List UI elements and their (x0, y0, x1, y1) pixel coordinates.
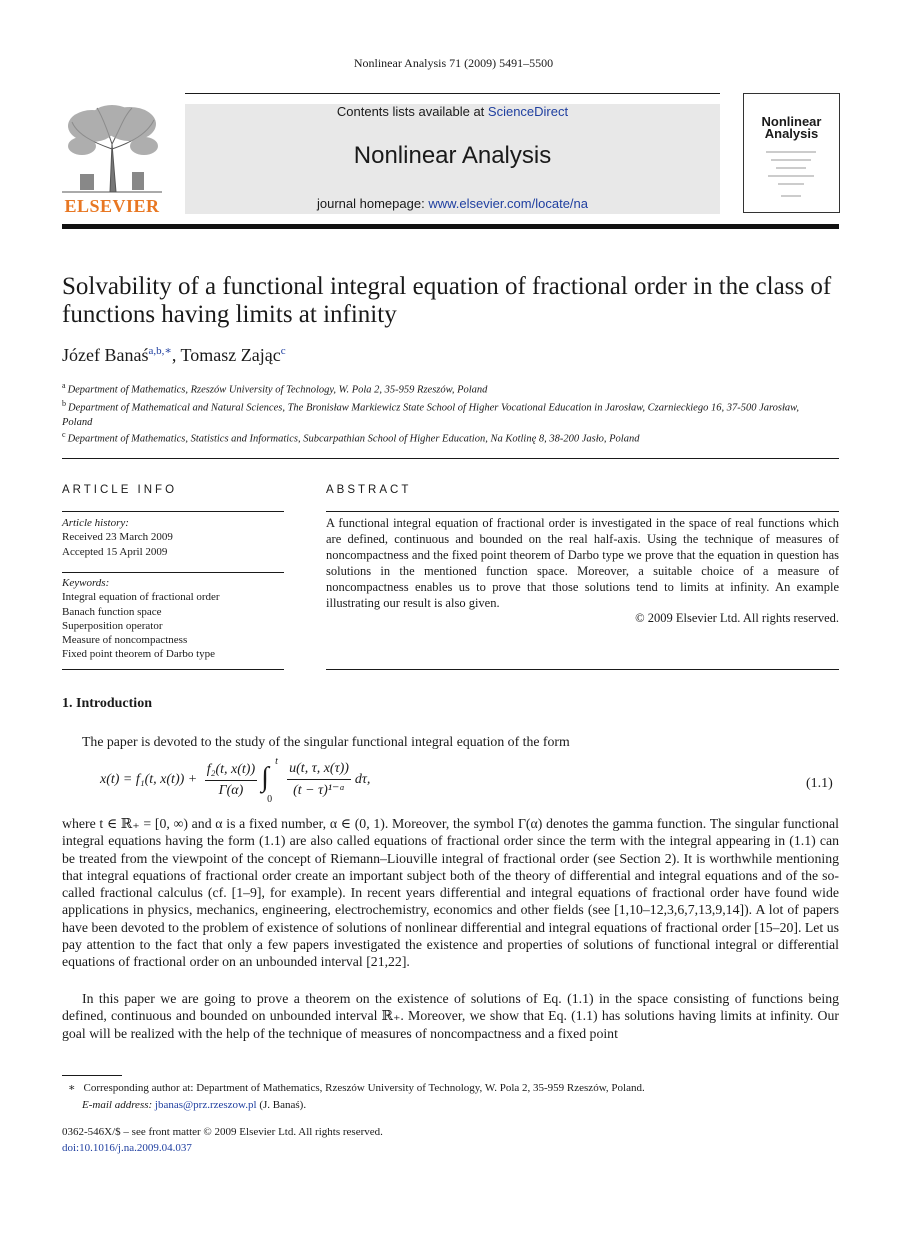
header-thick-rule (62, 224, 839, 229)
affiliation-rule (62, 458, 839, 459)
eq-frac1-num: f₂(t, x(t)) (205, 762, 257, 781)
equation-1-1 (100, 756, 371, 805)
elsevier-wordmark: ELSEVIER (64, 196, 160, 216)
author-1: Józef Banaś (62, 345, 149, 365)
eq-lhs: x(t) = f₁(t, x(t)) + (100, 772, 201, 788)
journal-banner (185, 104, 720, 214)
abstract-bottom-rule (326, 669, 839, 670)
keyword-item: Measure of noncompactness (62, 634, 188, 647)
corresponding-footnote (62, 1080, 645, 1096)
affiliation-text: Department of Mathematical and Natural Sciences, The Bronisław Markiewicz State School of Higher Vocational Education in Jarosław, Czarnieckiego 16, 37-500 Jarosław, Poland (62, 402, 800, 428)
affiliation-a (62, 379, 822, 398)
affiliation-mark: b (62, 399, 66, 408)
intro-lead: The paper is devoted to the study of the singular functional integral equation of the form (82, 734, 570, 749)
keyword-item: Superposition operator (62, 619, 163, 632)
affiliation-text: Department of Mathematics, Statistics and Informatics, Subcarpathian School of Higher Education, Na Kotlinę 8, 38-200 Jasło, Poland (67, 433, 640, 445)
elsevier-logo (62, 104, 162, 214)
cover-text-lines-icon (756, 146, 826, 206)
homepage-prefix: journal homepage: (317, 196, 429, 211)
author-1-marks[interactable]: a,b,∗ (148, 345, 172, 357)
email-label: E-mail address: (82, 1099, 155, 1111)
eq-tail: dτ, (354, 772, 371, 788)
affiliation-b (62, 397, 822, 430)
eq-fraction-1 (205, 762, 257, 799)
intro-paragraph-2: In this paper we are going to prove a theorem on the existence of solutions of Eq. (1.1) in the space consisting of functions being defined, continuous and bounded on unbounded interval ℝ₊. Moreover, we show that Eq. (1.1) has solutions having limits at infinity. Our goal will be realized with the help of the technique of measures of noncompactness and a fixed point (62, 991, 839, 1041)
running-head: Nonlinear Analysis 71 (2009) 5491–5500 (353, 56, 554, 70)
author-2: Tomasz Zając (180, 345, 281, 365)
cover-title-line2: Analysis (764, 126, 819, 141)
accepted-date: Accepted 15 April 2009 (62, 545, 168, 558)
keyword-item: Banach function space (62, 605, 162, 618)
homepage-line (185, 196, 720, 211)
doi-link[interactable]: doi:10.1016/j.na.2009.04.037 (62, 1142, 192, 1154)
contents-prefix: Contents lists available at (336, 104, 488, 119)
section-heading-introduction: 1. Introduction (62, 696, 152, 711)
footnote-rule (62, 1075, 122, 1076)
eq-frac2-num: u(t, τ, x(τ)) (287, 761, 351, 780)
keywords-rule (62, 669, 284, 670)
equation-number: (1.1) (806, 776, 833, 791)
cover-title-line1: Nonlinear (761, 114, 822, 129)
email-footnote (82, 1097, 306, 1113)
eq-fraction-2 (287, 761, 351, 799)
integral-upper-limit: t (275, 756, 278, 767)
affiliation-mark: a (62, 381, 66, 390)
eq-integral (261, 756, 283, 805)
header-rule (185, 93, 720, 94)
sciencedirect-link[interactable]: ScienceDirect (487, 104, 569, 119)
author-line (62, 344, 286, 366)
affiliation-c (62, 428, 822, 447)
article-info-heading: ARTICLE INFO (62, 484, 178, 496)
journal-cover[interactable] (743, 93, 840, 213)
abstract-heading: ABSTRACT (326, 484, 412, 496)
affiliation-text: Department of Mathematics, Rzeszów University of Technology, W. Pola 2, 35-959 Rzeszów, Poland (67, 384, 488, 396)
history-rule (62, 572, 284, 573)
intro-paragraph-1: where t ∈ ℝ₊ = [0, ∞) and α is a fixed number, α ∈ (0, 1). Moreover, the symbol Γ(α) denotes the gamma function. The singular functional integral equations having the form (1.1) are also called equations of fractional order since the term with the integral appearing in (1.1) can be treated from the viewpoint of the concept of Riemann–Liouville integral of fractional order (see Section 2). It is worthwhile mentioning that integral equations of fractional order create an important subject both of the theory of differential and integral equations and of the so-called fractional calculus (cf. [1–9], for example). In recent years differential and integral equations of fractional order have found wide applications in physics, mechanics, engineering, electrochemistry, economics and other fields (see [1,10–12,3,6,7,13,9,14]). A lot of papers have been devoted to the problem of existence of solutions of nonlinear differential and integral equations of fractional order [15–20]. Let us pay attention to the fact that only a few papers investigated the existence and properties of solutions of functional integral or differential equations of fractional order on an unbounded interval [21,22]. (62, 816, 839, 970)
abstract-rule (326, 511, 839, 512)
contents-line (185, 104, 720, 119)
affiliation-mark: c (62, 430, 66, 439)
cover-title (744, 116, 839, 140)
keyword-item: Fixed point theorem of Darbo type (62, 648, 216, 661)
corresponding-text: Corresponding author at: Department of Mathematics, Rzeszów University of Technology, W. Pola 2, 35-959 Rzeszów, Poland. (83, 1082, 645, 1094)
article-info-rule (62, 511, 284, 512)
issn-line: 0362-546X/$ – see front matter © 2009 Elsevier Ltd. All rights reserved. (62, 1126, 383, 1138)
received-date: Received 23 March 2009 (62, 531, 173, 544)
email-suffix: (J. Banaś). (256, 1099, 307, 1111)
elsevier-tree-icon (62, 104, 162, 194)
keywords-label: Keywords: (62, 577, 110, 589)
integral-sign: ∫ (261, 762, 269, 793)
homepage-link[interactable]: www.elsevier.com/locate/na (428, 196, 588, 211)
history-label: Article history: (62, 517, 129, 529)
integral-lower-limit: 0 (267, 794, 273, 805)
footnote-star: ∗ (68, 1082, 76, 1094)
keyword-item: Integral equation of fractional order (62, 591, 220, 604)
author-separator: , (171, 345, 181, 365)
abstract-text: A functional integral equation of fractional order is investigated in the space of real functions which are defined, continuous and bounded on the real half-axis. Using the technique of measures of noncompactness and the fixed point theorem of Darbo type we prove that the equation in question has solutions in the mentioned function space. Moreover, a suitable choice of a measure of noncompactness enables us to prove that those solutions tend to limits at infinity. An example illustrating our result is also given. (326, 516, 839, 610)
article-history (62, 516, 284, 559)
eq-frac1-den: Γ(α) (218, 782, 244, 798)
author-2-marks[interactable]: c (280, 345, 286, 357)
abstract-copyright: © 2009 Elsevier Ltd. All rights reserved. (635, 611, 839, 625)
keywords-block (62, 576, 284, 662)
email-link[interactable]: jbanas@prz.rzeszow.pl (154, 1099, 257, 1111)
eq-frac2-den: (t − τ)¹⁻ᵅ (293, 783, 345, 798)
article-title: Solvability of a functional integral equation of fractional order in the class of functions having limits at infinity (62, 273, 832, 328)
journal-title: Nonlinear Analysis (353, 142, 552, 169)
